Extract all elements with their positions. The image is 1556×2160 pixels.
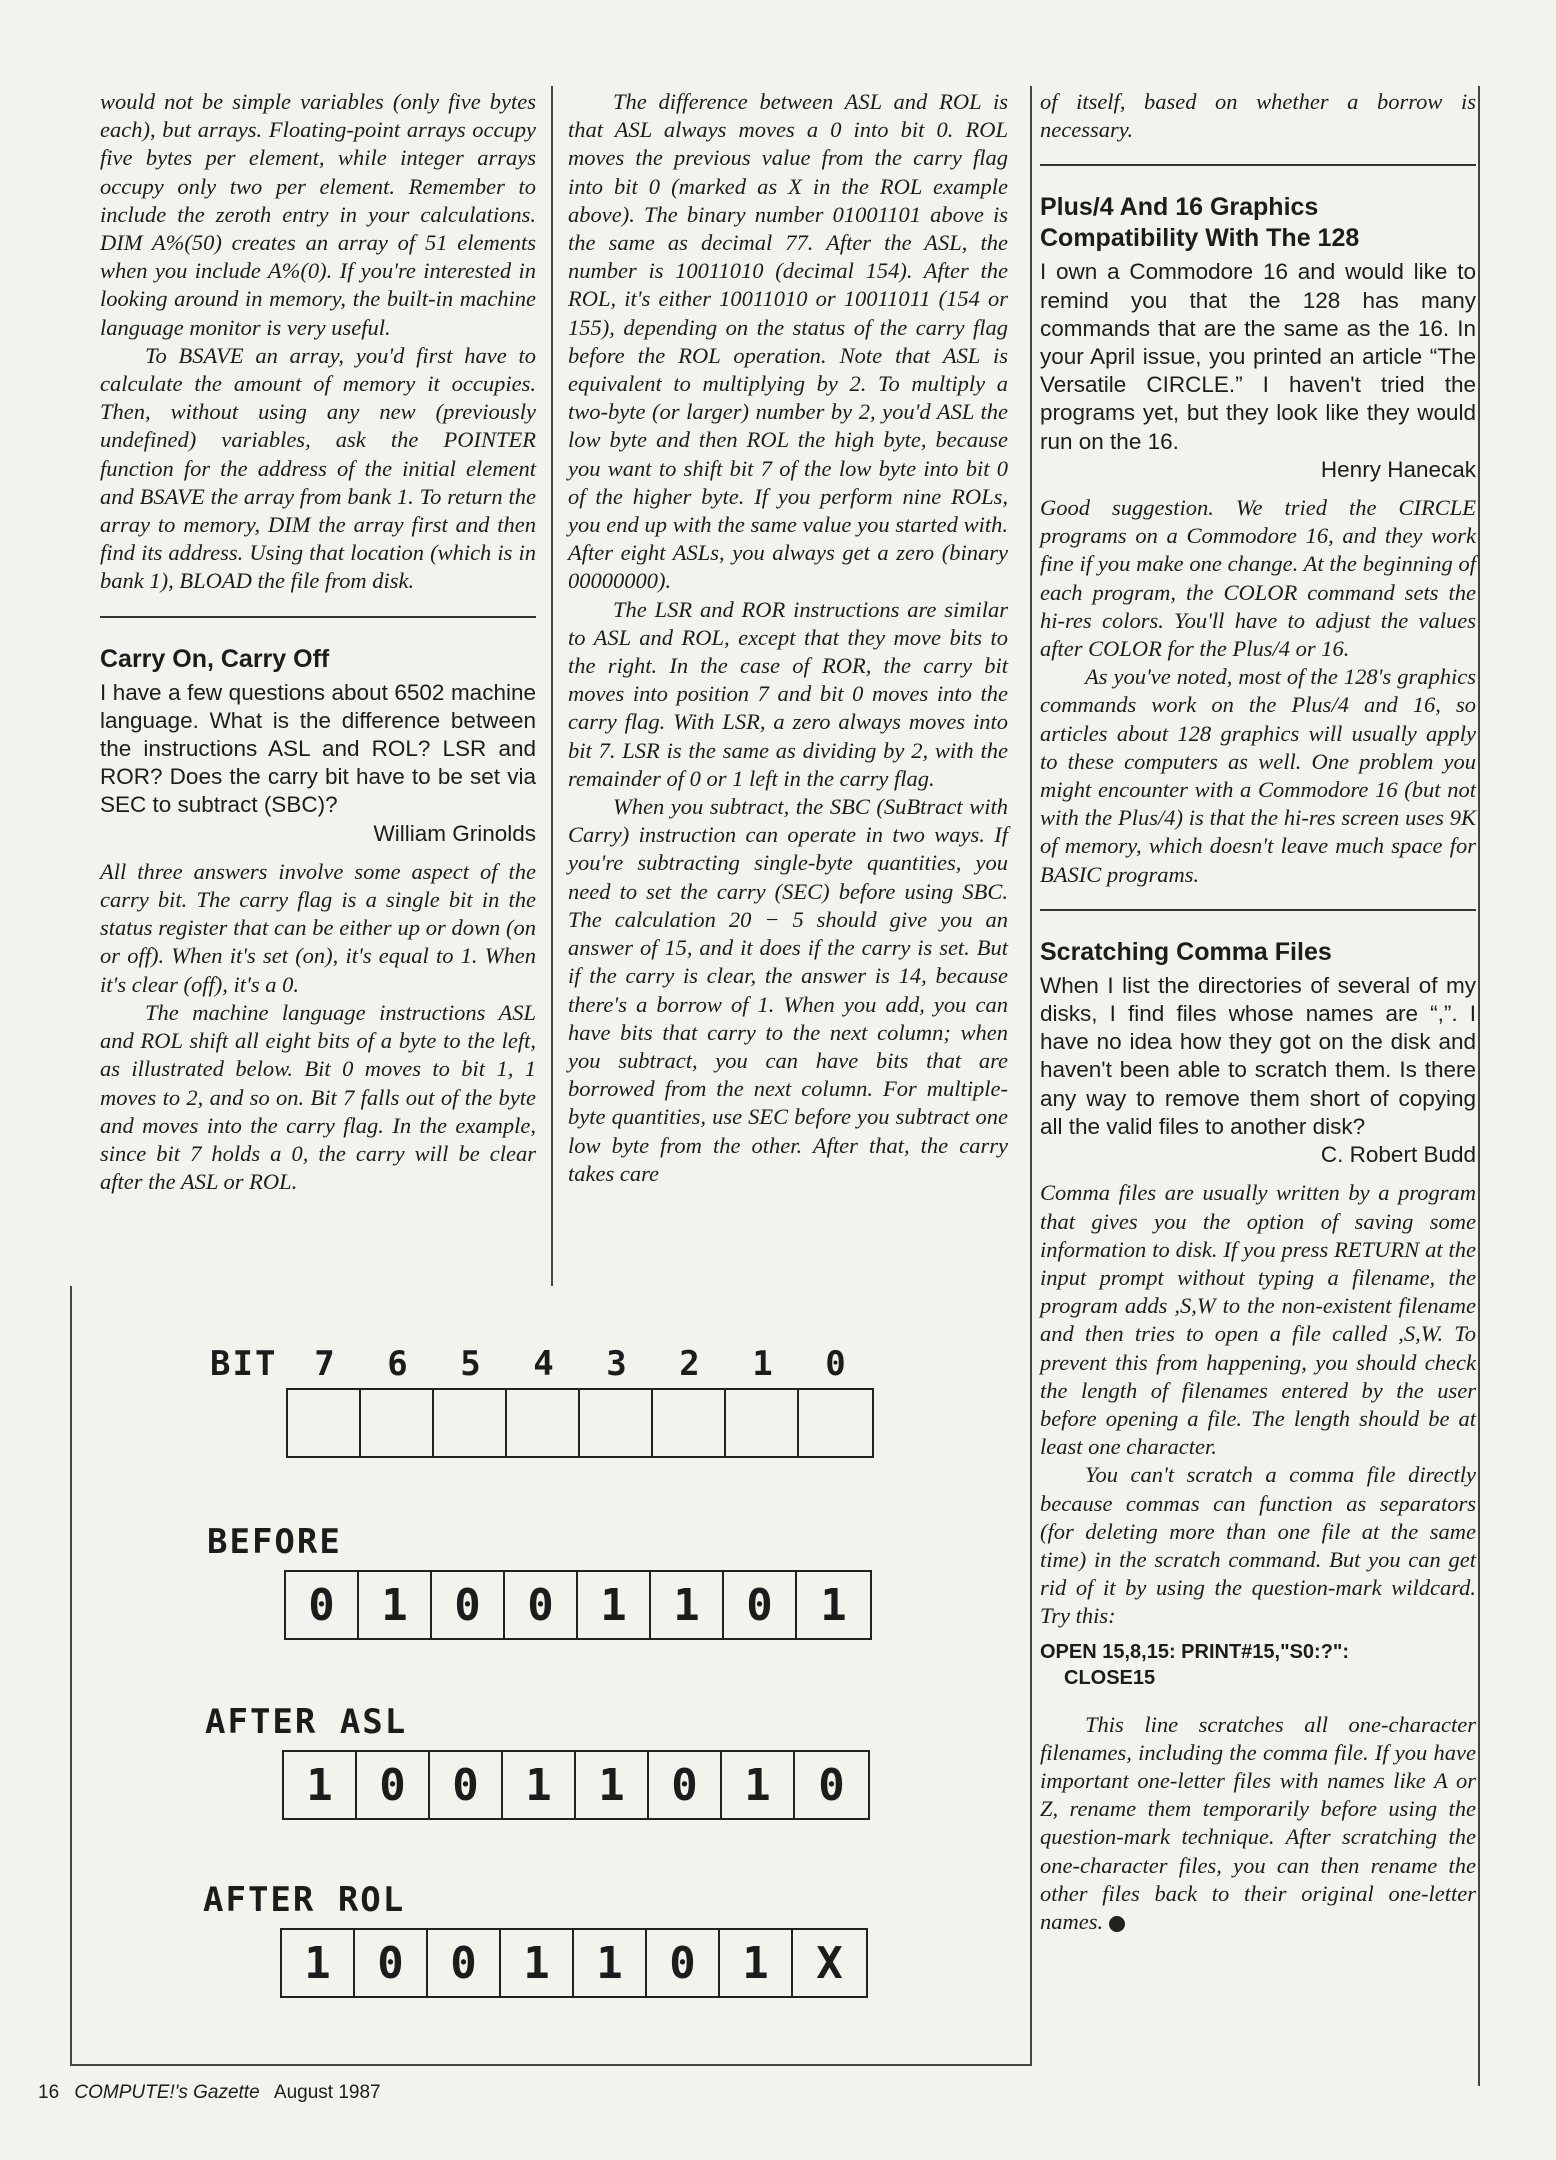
bit-cell: 1 <box>722 1752 795 1818</box>
column-1-paragraph: To BSAVE an array, you'd first have to calculate the amount of memory it occupies. Then, without using any new (previously undefined) variables, ask the POINTER function for the address of the initial element and BSAVE the array from bank 1. To return the array to memory, DIM the array first and then find its address. Using that location (which is in bank 1), BLOAD the file from disk. <box>100 342 536 594</box>
answer-paragraph: You can't scratch a comma file directly because commas can function as separators (for deleting more than one file at the same time) in the scratch command. But you can get rid of it by using the question-mark wildcard. Try this: <box>1040 1462 1476 1629</box>
answer-paragraph: The difference between ASL and ROL is that ASL always moves a 0 into bit 0. ROL moves the previous value from the carry flag into bit 0 (marked as X in the ROL example above). The binary number 01001101 above is the same as decimal 77. After the ASL, the number is 10011010 (decimal 154). After the ROL, it's either 10011010 or 10011011 (154 or 155), depending on the status of the carry flag before the ROL operation. Note that ASL is equivalent to multiplying by 2. To multiply a two-byte (or larger) number by 2, you'd ASL the low byte and then ROL the high byte, because you want to shift bit 7 of the low byte into bit 0 of the higher byte. If you perform nine ROLs, you end up with the same value you started with. After eight ASLs, you always get a zero (binary 00000000). <box>568 89 1008 594</box>
bit-cell: 1 <box>651 1572 724 1638</box>
column-1 <box>100 88 536 1196</box>
letter-signature: C. Robert Budd <box>1320 1142 1476 1168</box>
bit-cell: 1 <box>574 1930 647 1996</box>
after-asl-bit-row <box>282 1750 870 1820</box>
column-2 <box>568 88 1008 1188</box>
column-3 <box>1040 88 1476 1936</box>
after-asl-label: AFTER ASL <box>205 1702 408 1742</box>
code-listing <box>1040 1639 1476 1691</box>
column-1-paragraph: would not be simple variables (only five bytes each), but arrays. Floating-point arrays occupy five bytes per element, while integer arrays occupy only two per element. Remember to include the zeroth entry in your calculations. DIM A%(50) creates an array of 51 elements when you include A%(0). If you're interested in looking around in memory, the built-in machine language monitor is very useful. <box>100 89 536 340</box>
column-separator-2 <box>1030 86 1032 1286</box>
diagram-right-border <box>1030 1286 1032 2066</box>
bit-cell <box>580 1390 653 1456</box>
bit-cell: 1 <box>720 1930 793 1996</box>
diagram-bottom-border <box>70 2064 1032 2066</box>
section-heading-comma: Scratching Comma Files <box>1040 937 1332 966</box>
bit-number: 4 <box>533 1344 554 1384</box>
bit-number: 6 <box>387 1344 408 1384</box>
letter-signature: William Grinolds <box>373 820 536 846</box>
answer-paragraph <box>1040 1711 1476 1937</box>
empty-bit-row <box>286 1388 874 1458</box>
answer-paragraph: When you subtract, the SBC (SuBtract with Carry) instruction can operate in two ways. If you're subtracting single-byte quantities, you need to set the carry (SEC) before using SBC. The calculation 20 − 5 should give you an answer of 15, and it does if the carry is set. But if the carry is clear, the answer is 14, because there's a borrow of 1. When you add, you can have bits that carry to the next column; when you subtract, you can have bits that are borrowed from the next column. For multiple-byte quantities, use SEC before you subtract one low byte from the other. After that, the carry takes care <box>568 794 1008 1186</box>
bit-number: 3 <box>606 1344 627 1384</box>
bit-cell: 1 <box>282 1930 355 1996</box>
letter-signature: Henry Hanecak <box>1320 456 1476 482</box>
page-number: 16 <box>38 2082 60 2103</box>
after-rol-bit-row <box>280 1928 868 1998</box>
reader-letter: I own a Commodore 16 and would like to remind you that the 128 has many commands that are the same as the 16. In your April issue, you printed an article “The Versatile CIRCLE.” I haven't tried the programs yet, but they look like they would run on the 16. <box>1040 259 1476 454</box>
after-rol-label: AFTER ROL <box>203 1880 406 1920</box>
section-heading-carry: Carry On, Carry Off <box>100 644 330 673</box>
issue-date: August 1987 <box>273 2082 381 2103</box>
before-label: BEFORE <box>207 1522 342 1562</box>
bit-cell <box>434 1390 507 1456</box>
section-divider <box>1040 909 1476 911</box>
before-bit-row <box>284 1570 872 1640</box>
reader-letter: I have a few questions about 6502 machine language. What is the difference between the instructions ASL and ROL? LSR and ROR? Does the carry bit have to be set via SEC to subtract (SBC)? <box>100 679 536 818</box>
bit-cell <box>799 1390 872 1456</box>
code-line: CLOSE15 <box>1064 1666 1156 1689</box>
bit-cell <box>653 1390 726 1456</box>
bit-cell: 1 <box>578 1572 651 1638</box>
bit-cell: 1 <box>359 1572 432 1638</box>
end-of-article-icon <box>1109 1916 1125 1932</box>
bit-cell: 0 <box>649 1752 722 1818</box>
bit-number: 0 <box>825 1344 846 1384</box>
bit-cell <box>726 1390 799 1456</box>
bit-number: 7 <box>314 1344 335 1384</box>
bit-cell: 1 <box>501 1930 574 1996</box>
bit-number: 5 <box>460 1344 481 1384</box>
bit-cell: 1 <box>503 1752 576 1818</box>
reader-letter: When I list the directories of several of my disks, I find files whose names are “,”. I have no idea how they got on the disk and haven't been able to scratch them. Is there any way to remove them short of copying all the valid files to another disk? <box>1040 972 1476 1139</box>
bit-cell: 0 <box>724 1572 797 1638</box>
bit-cell <box>288 1390 361 1456</box>
bit-cell: 0 <box>505 1572 578 1638</box>
bit-cell: 0 <box>818 1759 845 1811</box>
section-divider <box>100 616 536 618</box>
bit-number: 1 <box>752 1344 773 1384</box>
section-heading-plus4: Plus/4 And 16 Graphics Compatibility With The 128 <box>1040 193 1360 253</box>
column-separator-3 <box>1478 86 1480 2086</box>
diagram-left-border <box>70 1286 72 2066</box>
code-line: OPEN 15,8,15: PRINT#15,"S0:?": <box>1040 1640 1350 1663</box>
bit-cell: 0 <box>355 1930 428 1996</box>
bit-cell: 1 <box>284 1752 357 1818</box>
answer-paragraph: Comma files are usually written by a program that gives you the option of saving some information to disk. If you press RETURN at the input prompt without typing a filename, the program adds ,S,W to the non-existent filename and then tries to open a file called ,S,W. To prevent this from happening, you should check the length of filenames entered by the user before opening a file. The length should be at least one character. <box>1040 1180 1476 1460</box>
bit-cell: 0 <box>286 1572 359 1638</box>
magazine-title: COMPUTE!'s Gazette <box>74 2082 260 2103</box>
bit-cell: 0 <box>432 1572 505 1638</box>
bit-cell: 0 <box>428 1930 501 1996</box>
bit-cell: 0 <box>647 1930 720 1996</box>
answer-paragraph: of itself, based on whether a borrow is necessary. <box>1040 89 1476 143</box>
answer-paragraph: Good suggestion. We tried the CIRCLE programs on a Commodore 16, and they work fine if you make one change. At the beginning of each program, the COLOR command sets the hi-res colors. You'll have to adjust the values after COLOR for the Plus/4 or 16. <box>1040 495 1476 662</box>
bit-cell: 0 <box>430 1752 503 1818</box>
section-divider <box>1040 164 1476 166</box>
answer-paragraph: The LSR and ROR instructions are similar to ASL and ROL, except that they move bits to the right. In the case of ROR, the carry bit moves into position 7 and bit 0 moves into the carry flag. With LSR, a zero always moves into bit 7. LSR is the same as dividing by 2, with the remainder of 0 or 1 left in the carry flag. <box>568 596 1008 791</box>
answer-paragraph: All three answers involve some aspect of the carry bit. The carry flag is a single bit in the status register that can be either up or down (on or off). When it's set (on), it's equal to 1. When it's clear (off), it's a 0. <box>100 858 536 997</box>
bit-cell: 0 <box>357 1752 430 1818</box>
bit-cell: X <box>816 1937 843 1989</box>
bit-cell <box>361 1390 434 1456</box>
bit-cell <box>507 1390 580 1456</box>
answer-paragraph: The machine language instructions ASL and ROL shift all eight bits of a byte to the left, as illustrated below. Bit 0 moves to bit 1, 1 moves to 2, and so on. Bit 7 falls out of the byte and moves into the carry flag. In the example, since bit 7 holds a 0, the carry will be clear after the ASL or ROL. <box>100 999 536 1195</box>
bit-cell: 1 <box>820 1579 847 1631</box>
answer-text: This line scratches all one-character filenames, including the comma file. If you have important one-letter files with names like A or Z, rename them temporarily before using the question-mark technique. After scratching the one-character files, you can then rename the other files back to their original one-letter names. <box>1040 1711 1476 1934</box>
bit-label: BIT <box>210 1344 278 1384</box>
bit-number: 2 <box>679 1344 700 1384</box>
column-separator-1 <box>551 86 553 1286</box>
answer-paragraph: As you've noted, most of the 128's graphics commands work on the Plus/4 and 16, so articles about 128 graphics will usually apply to these computers as well. One problem you might encounter with a Commodore 16 (but not with the Plus/4) is that the hi-res screen uses 9K of memory, which doesn't leave much space for BASIC programs. <box>1040 664 1476 887</box>
page-footer <box>38 2082 381 2104</box>
bit-cell: 1 <box>576 1752 649 1818</box>
